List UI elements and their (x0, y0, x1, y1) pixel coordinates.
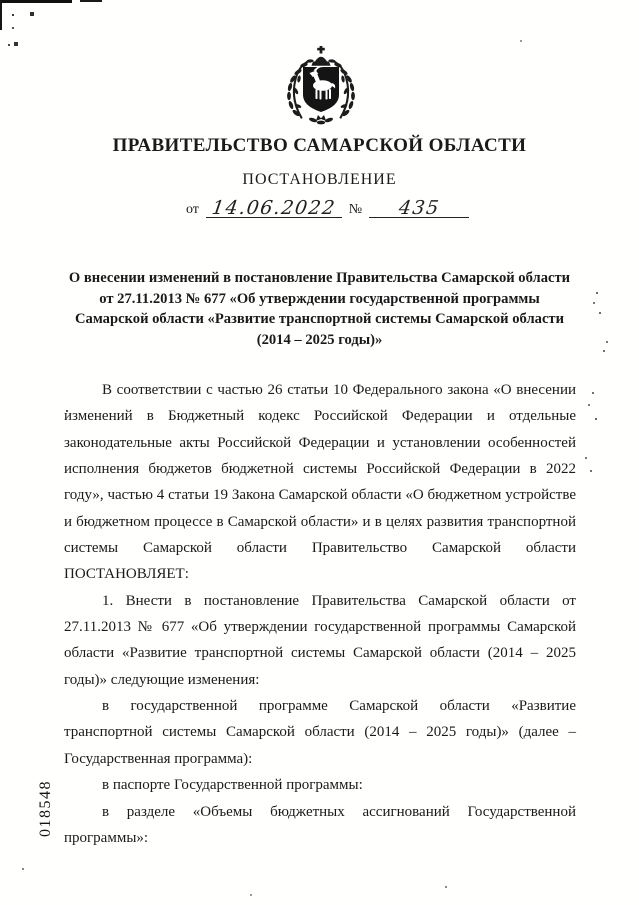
issuing-authority-title: ПРАВИТЕЛЬСТВО САМАРСКОЙ ОБЛАСТИ (112, 135, 527, 156)
date-fill-line (206, 196, 342, 218)
document-title-line: (2014 – 2025 годы)» (256, 331, 383, 348)
document-title-line: от 27.11.2013 № 677 «Об утверждении государственной программы (99, 290, 540, 307)
handwritten-number: 435 (397, 197, 441, 219)
body-paragraph: 1. Внести в постановление Правительства Самарской области от 27.11.2013 № 677 «Об утверждении государственной программы Самарской области «Развитие транспортной системы Самарской области (2014 – 2025 годы)» следующие изменения: (64, 592, 576, 688)
body-paragraph: в паспорте Государственной программы: (102, 777, 363, 794)
scan-edge-artifact (80, 0, 102, 2)
scan-noise-specks (0, 0, 2, 2)
document-body (64, 377, 576, 851)
scan-edge-artifact (0, 0, 2, 30)
body-paragraph: В соответствии с частью 26 статьи 10 Федерального закона «О внесении изменений в Бюджетный кодекс Российской Федерации и отдельные законодательные акты Российской Федерации и установлении особенностей исполнения бюджетов бюджетной системы Российской Федерации в 2022 году», частью 4 статьи 19 Закона Самарской области «О бюджетном устройстве и бюджетном процессе в Самарской области» и в целях развития транспортной системы Самарской области Правительство Самарской области ПОСТАНОВЛЯЕТ: (64, 382, 576, 583)
date-and-number-line (0, 196, 639, 218)
document-title-line: О внесении изменений в постановление Правительства Самарской области (68, 270, 571, 286)
body-paragraph: в государственной программе Самарской области «Развитие транспортной системы Самарской области (2014 – 2025 годы)» (далее – Государственная программа): (64, 698, 576, 767)
registration-number-stamp: 018548 (37, 780, 54, 837)
date-prefix-label: от (185, 202, 199, 217)
body-paragraph: в разделе «Объемы бюджетных ассигнований Государственной программы»: (64, 803, 576, 846)
scan-edge-artifact (0, 0, 72, 3)
handwritten-date: 14.06.2022 (210, 197, 338, 219)
samara-region-coat-of-arms-icon (277, 46, 365, 128)
document-type-heading: ПОСТАНОВЛЕНИЕ (242, 171, 397, 188)
number-fill-line (369, 196, 469, 218)
document-title (0, 268, 639, 350)
number-sign-label: № (348, 202, 363, 217)
document-title-line: Самарской области «Развитие транспортной системы Самарской области (74, 311, 565, 328)
